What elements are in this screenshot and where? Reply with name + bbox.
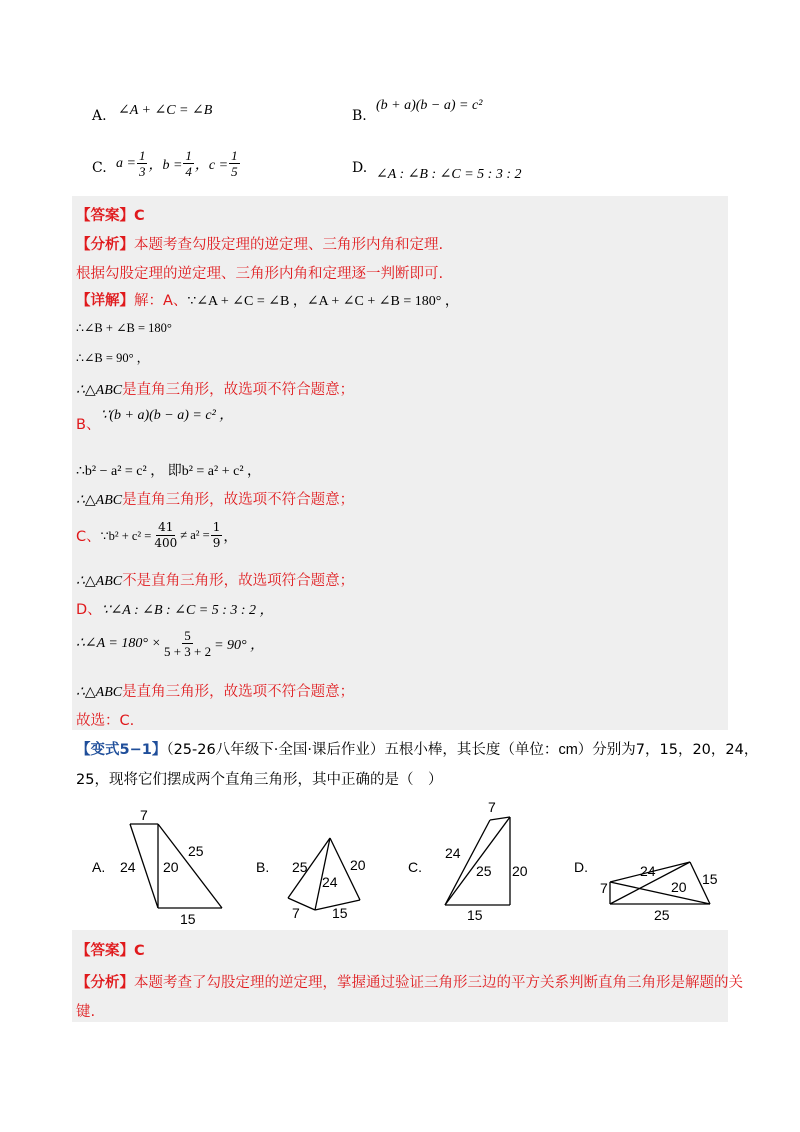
option-c-c-frac: $\frac{1}{5}$ — [231, 148, 238, 179]
detail-line10 — [76, 598, 274, 619]
figure-c-letter: C. — [408, 859, 422, 875]
option-c-letter: C. — [92, 160, 107, 176]
detail-l1-math: ∵∠A + ∠C = ∠B ，∠A + ∠C + ∠B = 180° ， — [187, 294, 459, 309]
analysis2-text: 本题考查了勾股定理的逆定理，掌握通过验证三角形三边的平方关系判断直角三角形是解题的关 — [134, 975, 743, 991]
detail-l4-text: 是直角三角形，故选项不符合题意； — [122, 382, 355, 398]
figure-d-letter: D. — [574, 859, 588, 875]
option-b-expr: (b + a)(b − a) = c² — [376, 98, 483, 113]
detail-line2: ∴∠B + ∠B = 180° — [76, 321, 172, 335]
detail-label: 【详解】 — [76, 293, 134, 309]
option-c-b-lhs: ，b = — [148, 157, 183, 173]
figure-d-label-3: 15 — [702, 871, 718, 887]
detail-l11-frac: $\frac{5}{5 + 3 + 2}$ — [163, 628, 212, 659]
detail-l5-math: ∵(b + a)(b − a) = c² ， — [100, 408, 234, 423]
figure-c-label-3: 20 — [512, 863, 528, 879]
detail-line13: 故选：C. — [76, 713, 135, 729]
option-c-a-lhs: a = — [116, 155, 136, 171]
detail-l7-math: ∴△ABC — [76, 493, 123, 508]
figure-c-label-0: 7 — [488, 799, 496, 815]
detail-l8-prefix: C、 — [76, 529, 101, 545]
figure-d-label-4: 25 — [654, 907, 670, 923]
analysis2-line — [76, 971, 743, 992]
detail-l8-mid: ≠ a² = — [180, 528, 210, 542]
detail-l5-prefix: B、 — [76, 417, 101, 433]
option-c-c-lhs: ，c = — [194, 157, 229, 173]
figure-c-label-4: 15 — [467, 907, 483, 923]
detail-line5 — [76, 408, 234, 434]
figure-a-label-0: 7 — [140, 807, 148, 823]
detail-l9-text: 不是直角三角形，故选项符合题意； — [122, 573, 355, 589]
detail-l8-lhs: ∵b² + c² = — [100, 528, 152, 543]
figure-a-letter: A. — [92, 859, 106, 875]
detail-line11 — [76, 628, 264, 659]
detail-line6: ∴b² − a² = c² ， 即b² = a² + c² ， — [76, 464, 262, 479]
figure-c-label-1: 24 — [445, 845, 461, 861]
answer1-value: C — [134, 208, 145, 224]
figure-b-label-4: 15 — [332, 905, 348, 921]
option-c-a-frac: $\frac{1}{3}$ — [138, 148, 146, 179]
analysis1-text: 本题考查勾股定理的逆定理、三角形内角和定理. — [134, 237, 444, 253]
figure-a-label-1: 24 — [120, 859, 136, 875]
analysis2-label: 【分析】 — [76, 975, 134, 991]
detail-line7 — [76, 488, 354, 509]
answer1-line — [76, 204, 145, 225]
detail-l11-tail: = 90° ， — [214, 637, 265, 653]
detail-l12-math: ∴△ABC — [76, 685, 123, 700]
option-c-b-frac: $\frac{1}{4}$ — [185, 148, 192, 179]
figure-d-label-1: 7 — [600, 880, 608, 896]
answer1-label: 【答案】 — [76, 208, 134, 224]
detail-line1 — [76, 289, 459, 310]
figure-a-label-3: 25 — [188, 843, 204, 859]
question-unit: cm — [558, 742, 578, 758]
figure-a-label-2: 20 — [163, 859, 179, 875]
figure-b-label-2: 24 — [322, 874, 338, 890]
analysis2-text2: 键. — [76, 1004, 96, 1020]
analysis1-line — [76, 233, 443, 254]
question-text1b: ）分别为7，15，20，24， — [577, 742, 759, 758]
detail-l7-text: 是直角三角形，故选项不符合题意； — [122, 492, 355, 508]
detail-l10-prefix: D、 — [76, 602, 102, 618]
figure-d-label-2: 20 — [671, 879, 687, 895]
detail-l8-tail: ， — [223, 529, 238, 545]
detail-line8 — [76, 520, 237, 551]
detail-line3: ∴∠B = 90° ， — [76, 351, 150, 365]
detail-line9 — [76, 569, 354, 590]
figures-svg — [0, 790, 800, 930]
question-line2: 25，现将它们摆成两个直角三角形，其中正确的是（ ） — [76, 772, 443, 788]
analysis1-text2: 根据勾股定理的逆定理、三角形内角和定理逐一判断即可. — [76, 266, 444, 282]
question-text1: （25-26八年级下·全国·课后作业）五根小棒，其长度（单位： — [166, 742, 559, 758]
figure-c-label-2: 25 — [476, 863, 492, 879]
answer2-label: 【答案】 — [76, 943, 134, 959]
figure-c — [445, 817, 510, 905]
figure-d — [610, 862, 710, 904]
detail-l10-math: ∵∠A : ∠B : ∠C = 5 : 3 : 2 ， — [101, 603, 274, 618]
figure-d-label-0: 24 — [640, 863, 656, 879]
option-b-letter: B. — [352, 108, 367, 124]
detail-l1-prefix: 解：A、 — [134, 293, 188, 309]
detail-l8-frac1: $\frac{41}{400}$ — [154, 520, 178, 550]
detail-l8-frac2: $\frac{1}{9}$ — [212, 520, 221, 550]
answer2-line — [76, 939, 145, 960]
figure-b-label-3: 7 — [292, 905, 300, 921]
detail-l11-lhs: ∴∠A = 180° × — [76, 636, 161, 651]
option-d-expr: ∠A : ∠B : ∠C = 5 : 3 : 2 — [376, 167, 522, 182]
question-line1 — [76, 738, 758, 759]
option-d-letter: D. — [352, 160, 368, 176]
figure-a-label-4: 15 — [180, 911, 196, 927]
detail-l4-math: ∴△ABC — [76, 383, 123, 398]
detail-l9-math: ∴△ABC — [76, 574, 123, 589]
question-title: 【变式5−1】 — [76, 742, 167, 758]
detail-line12 — [76, 680, 354, 701]
detail-l12-text: 是直角三角形，故选项不符合题意； — [122, 684, 355, 700]
answer2-value: C — [134, 943, 145, 959]
analysis1-label: 【分析】 — [76, 237, 134, 253]
option-c-expr — [116, 148, 241, 179]
figure-b-label-0: 25 — [292, 859, 308, 875]
option-a-expr: ∠A + ∠C = ∠B — [118, 103, 213, 118]
option-a-letter: A. — [92, 108, 107, 124]
figure-b-label-1: 20 — [350, 857, 366, 873]
figure-b-letter: B. — [256, 859, 270, 875]
detail-line4 — [76, 378, 354, 399]
